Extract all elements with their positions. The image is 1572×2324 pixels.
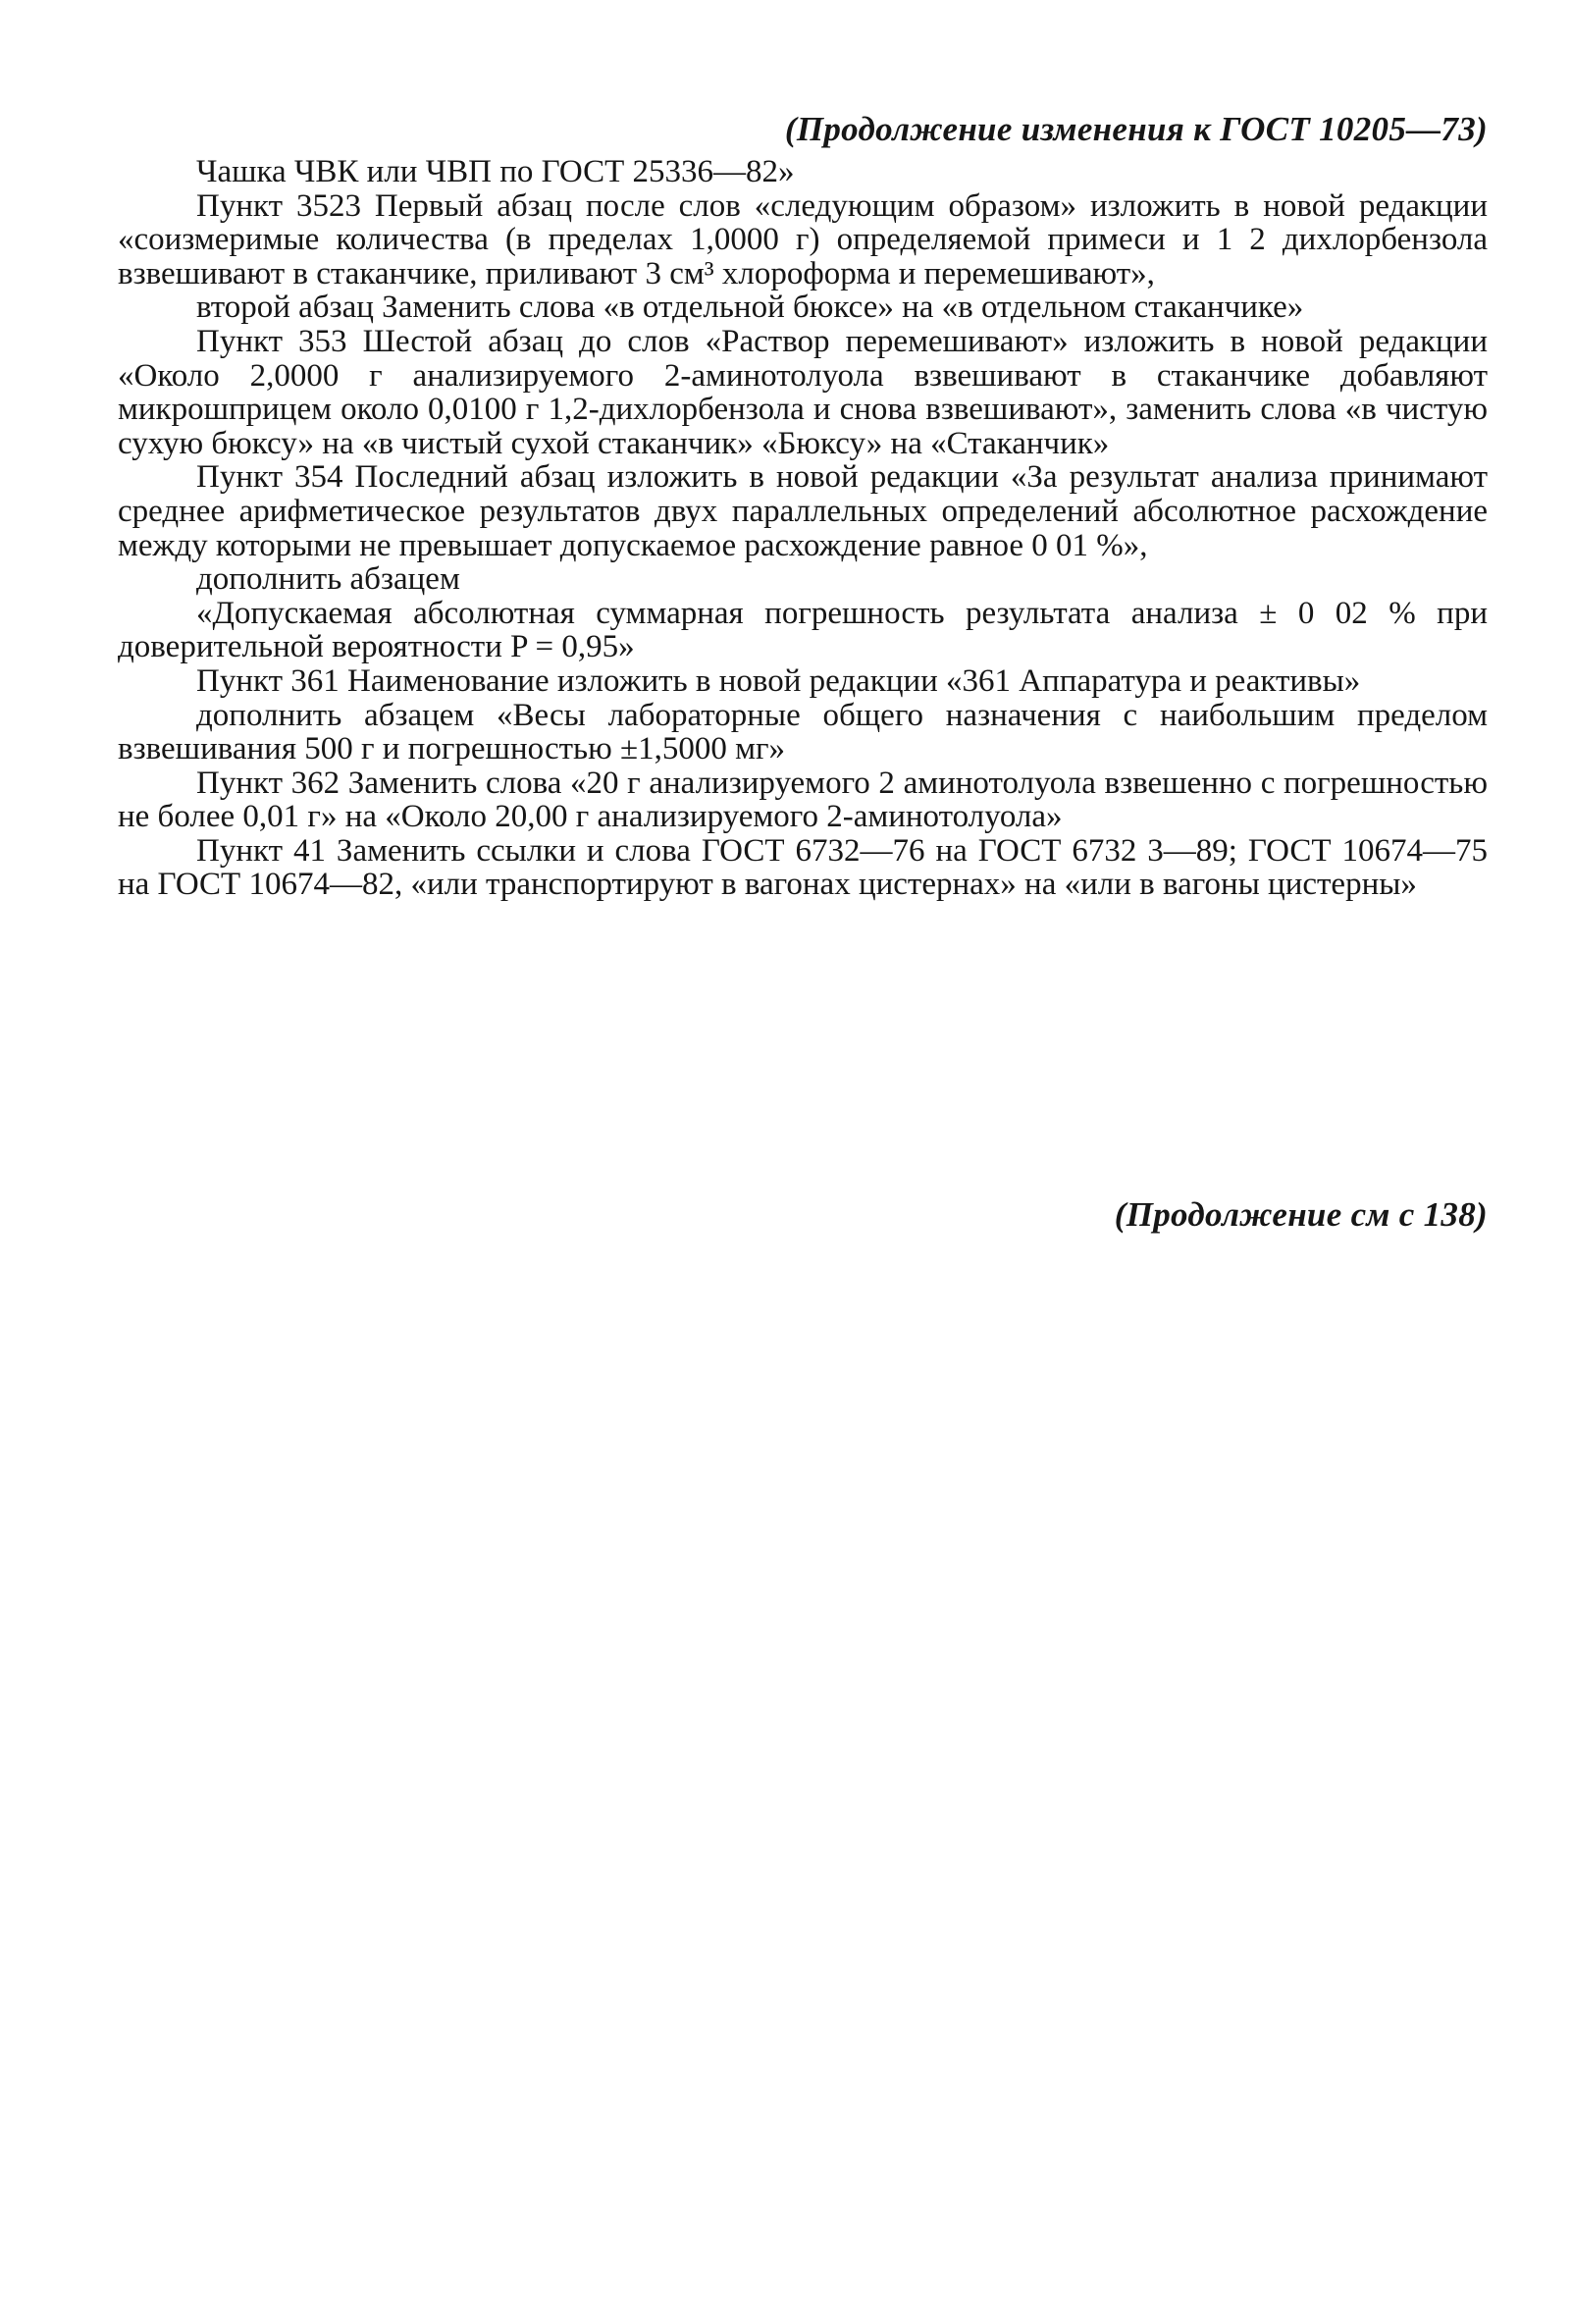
continuation-header: (Продолжение изменения к ГОСТ 10205—73) (784, 110, 1488, 148)
document-body (118, 155, 1488, 902)
paragraph-second-abzac: второй абзац Заменить слова «в отдельной бюксе» на «в отдельном стаканчике» (196, 290, 1304, 326)
continuation-footer: (Продолжение см с 138) (1114, 1195, 1488, 1234)
paragraph-clause-361: Пункт 361 Наименование изложить в новой редакции «361 Аппаратура и реактивы» (196, 662, 1361, 699)
paragraph-tolerance: «Допускаемая абсолютная суммарная погрешность результата анализа ± 0 02 % при доверительной вероятности P = 0,95» (118, 595, 1488, 665)
paragraph-scales: дополнить абзацем «Весы лабораторные общего назначения с наибольшим пределом взвешивания 500 г и погрешностью ±1,5000 мг» (118, 697, 1488, 767)
paragraph-clause-354: Пункт 354 Последний абзац изложить в новой редакции «За результат анализа принимают среднее арифметическое результатов двух параллельных определений абсолютное расхождение между которыми не превышает допускаемое расхождение равное 0 01 %», (118, 459, 1488, 563)
paragraph-clause-3523: Пункт 3523 Первый абзац после слов «следующим образом» изложить в новой редакции «соизмеримые количества (в пределах 1,0000 г) определяемой примеси и 1 2 дихлорбензола взвешивают в стаканчике, приливают 3 см³ хлороформа и перемешивают», (118, 187, 1488, 291)
paragraph-clause-362: Пункт 362 Заменить слова «20 г анализируемого 2 аминотолуола взвешенно с погрешностью не более 0,01 г» на «Около 20,00 г анализируемого 2-аминотолуола» (118, 765, 1488, 835)
paragraph-clause-41: Пункт 41 Заменить ссылки и слова ГОСТ 6732—76 на ГОСТ 6732 3—89; ГОСТ 10674—75 на ГОСТ 10674—82, «или транспортируют в вагонах цистернах» на «или в вагоны цистерны» (118, 832, 1488, 903)
paragraph-clause-353: Пункт 353 Шестой абзац до слов «Раствор перемешивают» изложить в новой редакции «Около 2,0000 г анализируемого 2-аминотолуола взвешивают в стаканчике добавляют микрошприцем около 0,0100 г 1,2-дихлорбензола и снова взвешивают», заменить слова «в чистую сухую бюксу» на «в чистый сухой стаканчик» «Бюксу» на «Стаканчик» (118, 323, 1488, 461)
paragraph-cup-reference: Чашка ЧВК или ЧВП по ГОСТ 25336—82» (196, 154, 795, 189)
paragraph-supplement-intro: дополнить абзацем (196, 561, 460, 598)
